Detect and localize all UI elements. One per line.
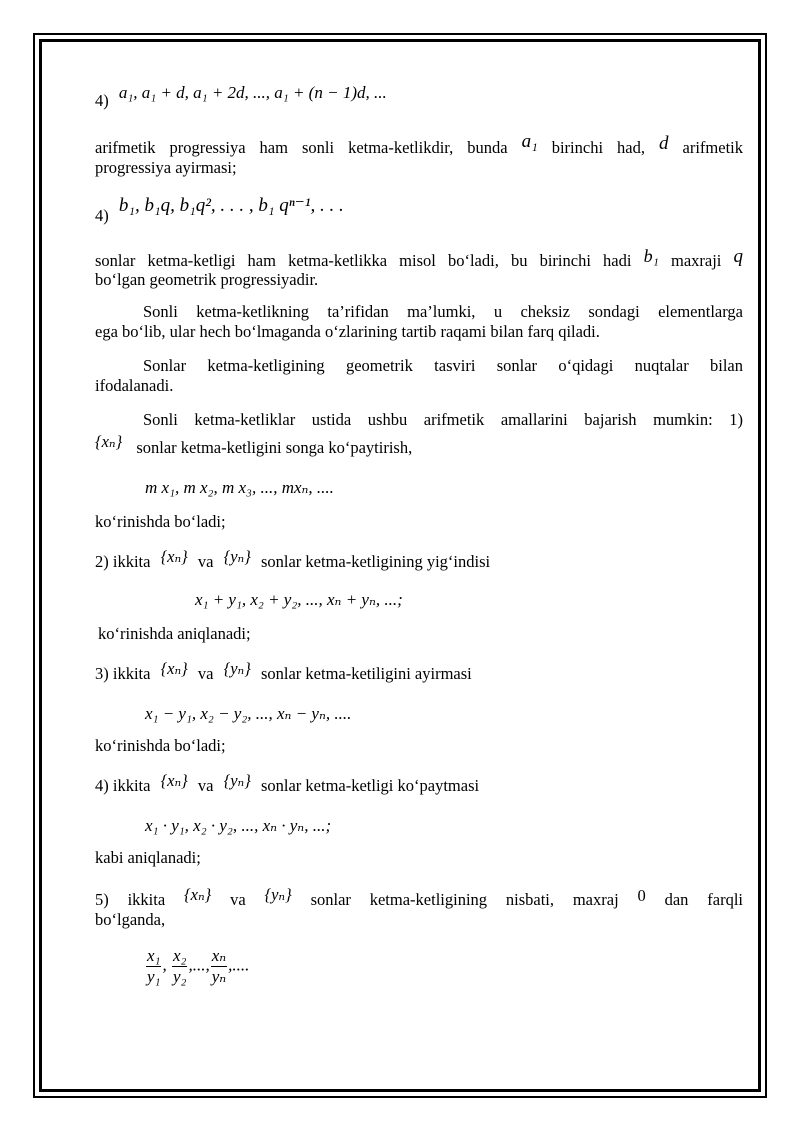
result-text: ko‘rinishda bo‘ladi; [95,512,226,531]
arithmetic-progression-formula: a₁, a₁ + d, a₁ + 2d, ..., a₁ + (n − 1)d, ... [118,83,387,102]
text-segment: 2) ikkita [95,552,151,571]
operations-paragraph-line2 [95,432,743,458]
text-segment: va [197,776,214,795]
denominator: y₁ [147,967,161,986]
symbol-a1: a₁ [521,131,538,152]
item-label: 4) [95,206,109,225]
paragraph-line: progressiya ayirmasi; [95,158,237,177]
sum-definition-line [95,547,743,572]
difference-definition-line [95,659,743,684]
arithmetic-progression-paragraph [95,131,744,158]
symbol-q: q [733,246,744,267]
ratio-formula [95,946,743,987]
text-segment: va [197,552,214,571]
text-segment: va [230,890,246,909]
difference-formula: x₁ − y₁, x₂ − y₂, ..., xₙ − yₙ, .... [145,704,352,723]
result-text: ko‘rinishda bo‘ladi; [95,736,226,755]
text-segment: va [197,664,214,683]
geometric-progression-line [95,195,743,225]
paragraph-line: bo‘lgan geometrik progressiyadir. [95,270,319,289]
symbol-yn-set: {yₙ} [223,771,251,790]
product-definition-line [95,771,743,796]
symbol-yn-set: {yₙ} [223,659,251,678]
denominator: yₙ [211,967,227,986]
scalar-multiplication-formula: m x₁, m x₂, m x₃, ..., mxₙ, .... [145,478,334,497]
symbol-yn-set: {yₙ} [264,885,292,904]
product-formula: x₁ · y₁, x₂ · y₂, ..., xₙ · yₙ, ...; [145,816,332,835]
text-segment: arifmetik progressiya ham sonli ketma-ketlikdir, bunda [95,138,508,157]
text-segment: 3) ikkita [95,664,151,683]
numerator: xₙ [211,946,227,965]
geometric-image-paragraph-line1: Sonlar ketma-ketligining geometrik tasviri sonlar o‘qidagi nuqtalar bilan [143,356,743,375]
fraction-x2-y2 [172,946,187,987]
paragraph-line: bo‘lganda, [95,910,166,929]
symbol-yn-set: {yₙ} [223,547,251,566]
text-segment: sonlar ketma-ketiligini ayirmasi [260,664,472,683]
item-label: 4) [95,91,109,110]
text-segment: birinchi had, [551,138,645,157]
ratio-definition-line [95,885,743,910]
separator: ,..., [188,955,210,975]
text-segment: sonlar ketma-ketligining nisbati, maxraj [310,890,619,909]
denominator: y₂ [172,967,187,986]
separator: ,.... [228,955,250,975]
definition-paragraph-line2: ega bo‘lib, ular hech bo‘lmaganda o‘zlarining tartib raqami bilan farq qiladi. [95,322,600,341]
symbol-xn-set: {xₙ} [160,659,188,678]
text-segment: 5) ikkita [95,890,166,909]
result-text: kabi aniqlanadi; [95,848,201,867]
symbol-xn-set: {xₙ} [95,432,123,451]
text-segment: maxraji [670,251,722,270]
text-segment: sonlar ketma-ketligini songa ko‘paytirish, [136,438,413,457]
geometric-image-paragraph-line2: ifodalanadi. [95,376,174,395]
separator: , [162,955,167,975]
text-segment: sonlar ketma-ketligi ham ketma-ketlikka misol bo‘ladi, bu birinchi hadi [95,251,632,270]
text-segment: arifmetik [682,138,744,157]
text-segment: 4) ikkita [95,776,151,795]
text-segment: dan farqli [664,890,743,909]
operations-paragraph-line1: Sonli ketma-ketliklar ustida ushbu arifmetik amallarini bajarish mumkin: 1) [143,410,743,429]
symbol-zero: 0 [637,886,646,905]
symbol-b1: b₁ [643,246,659,266]
geometric-progression-paragraph [95,246,744,271]
fraction-x1-y1 [146,946,161,987]
text-segment: sonlar ketma-ketligi ko‘paytmasi [260,776,480,795]
result-text: ko‘rinishda aniqlanadi; [98,624,251,643]
fraction-xn-yn [211,946,227,987]
symbol-d: d [659,133,669,154]
arithmetic-progression-line [95,83,743,110]
definition-paragraph-line1: Sonli ketma-ketlikning ta’rifidan ma’lumki, u cheksiz sondagi elementlarga [143,302,743,321]
text-segment: sonlar ketma-ketligining yig‘indisi [260,552,491,571]
numerator: x₂ [172,946,187,965]
symbol-xn-set: {xₙ} [184,885,212,904]
symbol-xn-set: {xₙ} [160,547,188,566]
sum-formula: x₁ + y₁, x₂ + y₂, ..., xₙ + yₙ, ...; [195,590,403,609]
numerator: x₁ [147,946,161,965]
geometric-progression-formula: b₁, b₁q, b₁q², . . . , b₁ qⁿ⁻¹, . . . [118,195,344,216]
symbol-xn-set: {xₙ} [160,771,188,790]
